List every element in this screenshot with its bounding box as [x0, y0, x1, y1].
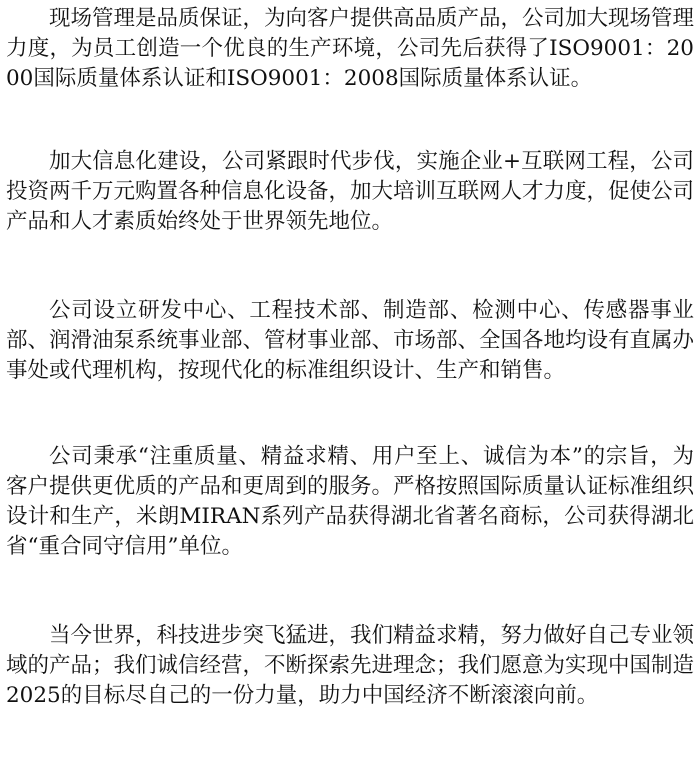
- paragraph-vision: 当今世界，科技进步突飞猛进，我们精益求精，努力做好自己专业领域的产品；我们诚信经营，不断探索先进理念；我们愿意为实现中国制造2025的目标尽自己的一份力量，助力中国经济不断滚滚向前。: [6, 623, 695, 708]
- paragraph-quality-purpose: 公司秉承“注重质量、精益求精、用户至上、诚信为本”的宗旨，为客户提供更优质的产品和更周到的服务。严格按照国际质量认证标准组织设计和生产，米朗MIRAN系列产品获得湖北省著名商标，公司获得湖北省“重合同守信用”单位。: [6, 444, 695, 559]
- paragraph-informatization: 加大信息化建设，公司紧跟时代步伐，实施企业+互联网工程，公司投资两千万元购置各种信息化设备，加大培训互联网人才力度，促使公司产品和人才素质始终处于世界领先地位。: [6, 149, 695, 234]
- paragraph-departments: 公司设立研发中心、工程技术部、制造部、检测中心、传感器事业部、润滑油泵系统事业部、管材事业部、市场部、全国各地均设有直属办事处或代理机构，按现代化的标准组织设计、生产和销售。: [6, 298, 695, 383]
- paragraph-site-management: 现场管理是品质保证，为向客户提供高品质产品，公司加大现场管理力度，为员工创造一个优良的生产环境，公司先后获得了ISO9001：2000国际质量体系认证和ISO9001：2008国际质量体系认证。: [6, 6, 695, 91]
